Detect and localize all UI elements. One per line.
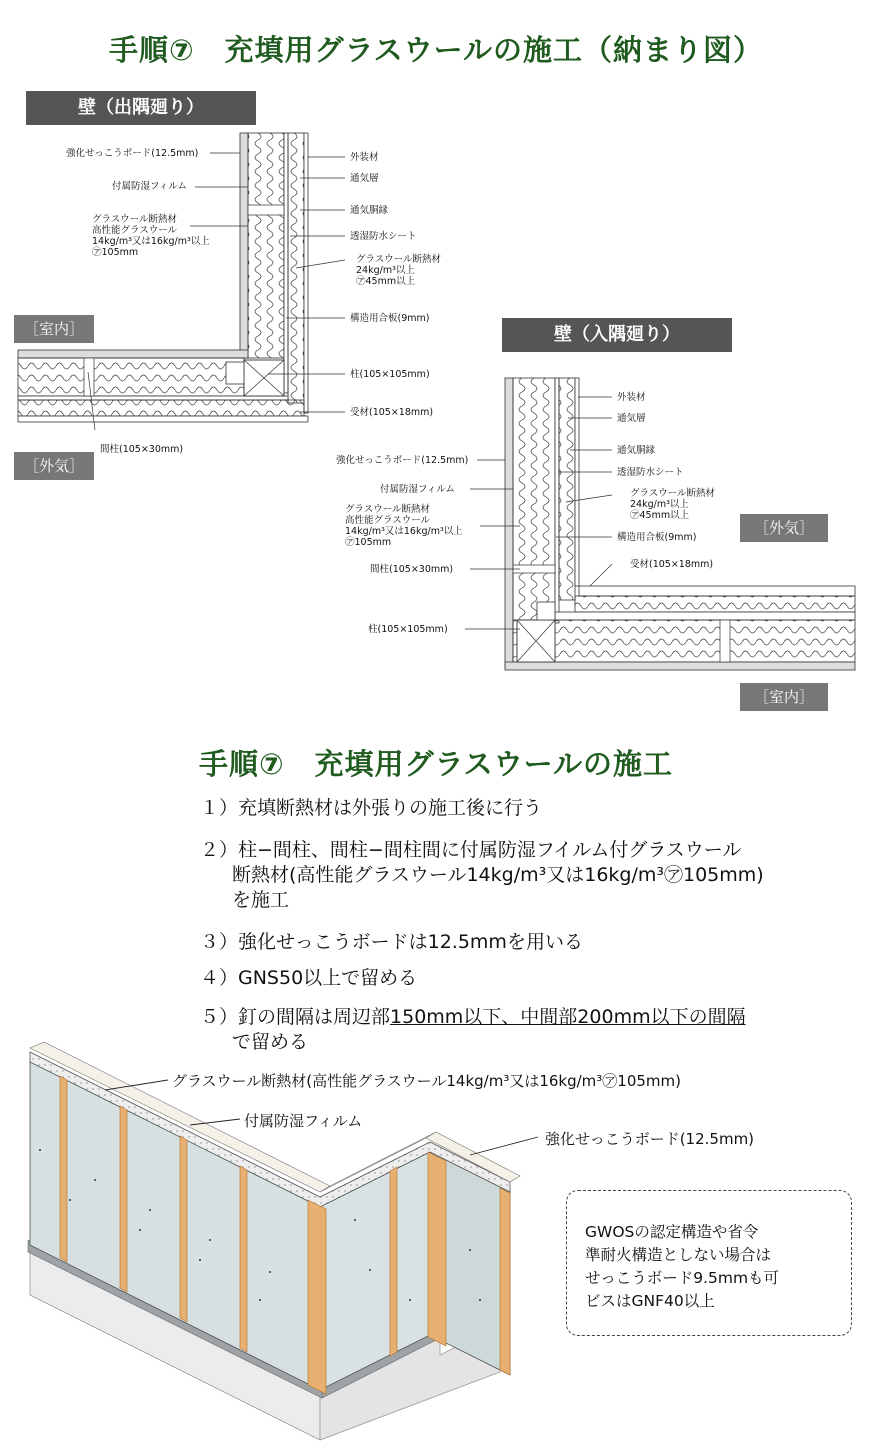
outer-label-gypsum: 強化せっこうボード(12.5mm) xyxy=(66,148,199,159)
step-3: ３）強化せっこうボードは12.5mmを用いる xyxy=(200,931,583,953)
note-box: GWOSの認定構造や省令 準耐火構造としない場合は せっこうボード9.5mmも可 ビスはGNF40以上 xyxy=(566,1190,852,1336)
bottom-label-film: 付属防湿フィルム xyxy=(244,1112,363,1130)
outer-tag-indoor: ［室内］ xyxy=(14,315,94,343)
inner-tag-outdoor: ［外気］ xyxy=(740,514,828,542)
outer-corner-section xyxy=(18,133,345,430)
inner-label-receiver: 受材(105×18mm) xyxy=(630,559,714,570)
step-1: １）充填断熱材は外張りの施工後に行う xyxy=(200,797,543,819)
outer-label-plywood: 構造用合板(9mm) xyxy=(350,313,430,324)
inner-label-gw-1: グラスウール断熱材 xyxy=(345,504,431,515)
inner-label-air-layer: 通気層 xyxy=(617,413,646,424)
outer-tag-outdoor: ［外気］ xyxy=(14,452,94,480)
outer-label-cladding: 外装材 xyxy=(350,152,379,163)
inner-label-film: 付属防湿フィルム xyxy=(380,484,455,495)
step-5: ５）釘の間隔は周辺部150mm以下、中間部200mm以下の間隔 で留める xyxy=(200,1006,746,1053)
inner-label-wrb: 透湿防水シート xyxy=(617,467,684,478)
outer-label-gw-3: 14kg/m³又は16kg/m³以上 xyxy=(92,236,210,247)
bottom-label-gw: グラスウール断熱材(高性能グラスウール14kg/m³又は16kg/m³㋐105mm) xyxy=(172,1072,682,1090)
inner-label-ext-gw-1: グラスウール断熱材 xyxy=(630,488,716,499)
outer-label-film: 付属防湿フィルム xyxy=(112,181,187,192)
outer-label-furring: 通気胴縁 xyxy=(350,205,389,216)
outer-label-gw-1: グラスウール断熱材 xyxy=(92,214,178,225)
outer-section-header: 壁（出隅廻り） xyxy=(26,91,256,125)
title-mid: 手順⑦ 充填用グラスウールの施工 xyxy=(198,747,674,781)
inner-label-cladding: 外装材 xyxy=(617,392,646,403)
outer-label-gw-2: 高性能グラスウール xyxy=(92,225,178,236)
bottom-label-board: 強化せっこうボード(12.5mm) xyxy=(545,1130,755,1148)
inner-tag-indoor: ［室内］ xyxy=(740,683,828,711)
inner-section-header: 壁（入隅廻り） xyxy=(502,318,732,352)
outer-label-column: 柱(105×105mm) xyxy=(350,369,430,380)
inner-label-column: 柱(105×105mm) xyxy=(368,624,448,635)
inner-label-gw-4: ㋐105mm xyxy=(345,537,392,548)
inner-label-stud: 間柱(105×30mm) xyxy=(370,564,454,575)
inner-label-ext-gw-2: 24kg/m³以上 xyxy=(630,499,689,510)
title-top: 手順⑦ 充填用グラスウールの施工（納まり図） xyxy=(108,33,764,67)
inner-label-ext-gw-3: ㋐45mm以上 xyxy=(630,510,690,521)
outer-label-ext-gw-3: ㋐45mm以上 xyxy=(356,276,416,287)
outer-label-stud: 間柱(105×30mm) xyxy=(100,444,184,455)
inner-label-gypsum: 強化せっこうボード(12.5mm) xyxy=(336,455,469,466)
outer-label-wrb: 透湿防水シート xyxy=(350,231,417,242)
outer-label-receiver: 受材(105×18mm) xyxy=(350,407,434,418)
step-2: ２）柱−間柱、間柱−間柱間に付属防湿フイルム付グラスウール 断熱材(高性能グラスウール14kg/m³又は16kg/m³㋐105mm) を施工 xyxy=(200,839,764,911)
isometric-wall-illustration xyxy=(28,1042,538,1440)
step-4: ４）GNS50以上で留める xyxy=(200,967,418,989)
outer-label-ext-gw-2: 24kg/m³以上 xyxy=(356,265,415,276)
outer-label-air-layer: 通気層 xyxy=(350,173,379,184)
outer-label-ext-gw-1: グラスウール断熱材 xyxy=(356,254,442,265)
inner-label-gw-2: 高性能グラスウール xyxy=(345,515,431,526)
inner-label-plywood: 構造用合板(9mm) xyxy=(617,532,697,543)
inner-label-furring: 通気胴縁 xyxy=(617,445,656,456)
inner-label-gw-3: 14kg/m³又は16kg/m³以上 xyxy=(345,526,463,537)
outer-label-gw-4: ㋐105mm xyxy=(92,247,139,258)
